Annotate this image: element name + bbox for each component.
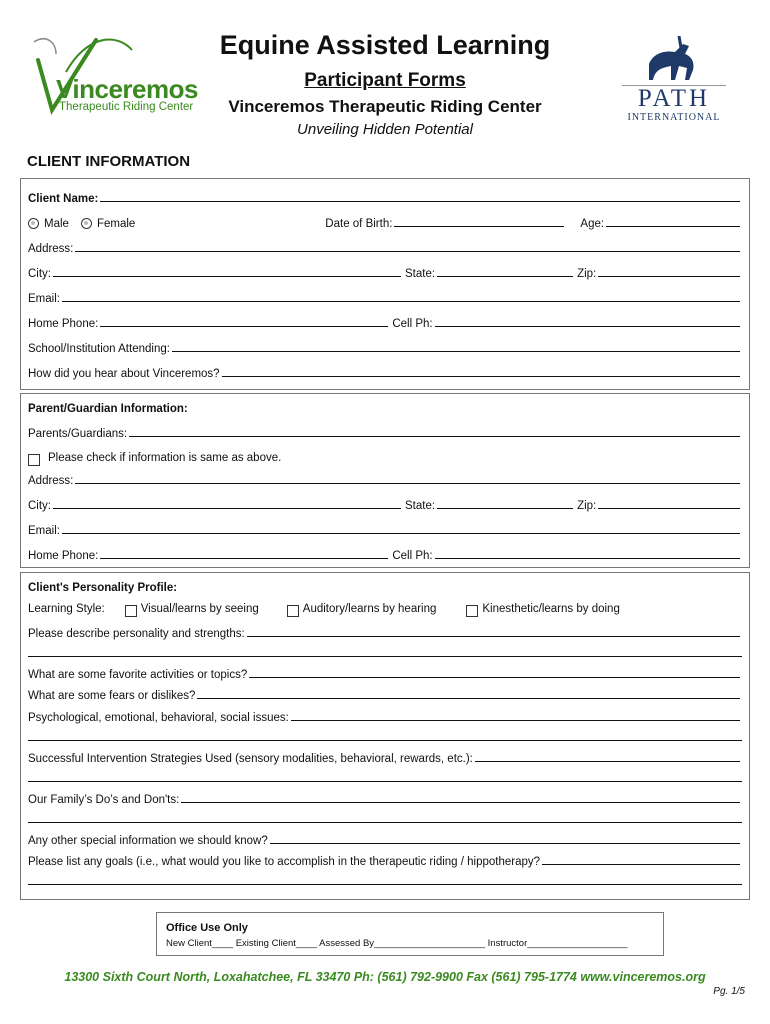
dob-field[interactable] (394, 226, 564, 227)
address-label: Address: (28, 243, 74, 255)
dos-donts-label: Our Family’s Do’s and Don'ts: (28, 794, 180, 806)
parent-zip-field[interactable] (598, 508, 740, 509)
client-info-section (20, 178, 750, 390)
logo-subtext: Therapeutic Riding Center (59, 101, 194, 113)
parent-heading: Parent/Guardian Information: (28, 403, 188, 415)
page-subtitle: Participant Forms (304, 70, 466, 91)
issues-field-line2[interactable] (28, 740, 742, 741)
email-label: Email: (28, 293, 60, 305)
cell-phone-field[interactable] (435, 326, 740, 327)
parent-state-field[interactable] (437, 508, 573, 509)
fears-field[interactable] (197, 698, 740, 699)
favorite-field[interactable] (249, 677, 740, 678)
describe-field-line2[interactable] (28, 656, 742, 657)
learning-style-label: Learning Style: (28, 603, 105, 615)
radio-female[interactable] (81, 218, 92, 229)
goals-field-line2[interactable] (28, 884, 742, 885)
home-phone-label: Home Phone: (28, 318, 99, 330)
dos-donts-field-line2[interactable] (28, 822, 742, 823)
office-use-box (156, 912, 664, 956)
state-field[interactable] (437, 276, 573, 277)
cell-phone-label: Cell Ph: (392, 318, 433, 330)
city-field[interactable] (53, 276, 401, 277)
footer-contact: 13300 Sixth Court North, Loxahatchee, FL 33470 Ph: (561) 792-9900 Fax (561) 795-1774 www.vinceremos.org (64, 970, 706, 984)
gender-male-option[interactable]: Male (28, 216, 69, 230)
parent-home-phone-field[interactable] (100, 558, 388, 559)
describe-label: Please describe personality and strengths: (28, 628, 245, 640)
logo-text: Vinceremos (56, 74, 198, 104)
parent-email-label: Email: (28, 525, 60, 537)
parent-state-label: State: (405, 500, 436, 512)
parent-home-phone-label: Home Phone: (28, 550, 99, 562)
parent-city-field[interactable] (53, 508, 401, 509)
special-info-field[interactable] (270, 843, 740, 844)
auditory-label: Auditory/learns by hearing (302, 603, 437, 615)
school-label: School/Institution Attending: (28, 343, 170, 355)
zip-label: Zip: (577, 268, 597, 280)
zip-field[interactable] (598, 276, 740, 277)
page-number: Pg. 1/5 (713, 986, 745, 997)
parent-guardian-section (20, 393, 750, 568)
horse-rider-icon (639, 36, 709, 80)
special-info-label: Any other special information we should know? (28, 835, 268, 847)
parent-address-field[interactable] (75, 483, 740, 484)
client-information-heading: CLIENT INFORMATION (27, 153, 191, 170)
school-field[interactable] (172, 351, 740, 352)
visual-checkbox[interactable] (125, 605, 137, 617)
referral-label: How did you hear about Vinceremos? (28, 368, 220, 380)
organization-name: Vinceremos Therapeutic Riding Center (228, 97, 542, 116)
email-field[interactable] (62, 301, 740, 302)
visual-label: Visual/learns by seeing (140, 603, 259, 615)
parent-email-field[interactable] (62, 533, 740, 534)
parent-zip-label: Zip: (577, 500, 597, 512)
dos-donts-field[interactable] (181, 802, 740, 803)
same-as-above-label: Please check if information is same as above. (48, 452, 282, 464)
personality-profile-section (20, 572, 750, 900)
strategies-field-line2[interactable] (28, 781, 742, 782)
personality-heading: Client's Personality Profile: (28, 582, 178, 594)
goals-field[interactable] (542, 864, 740, 865)
referral-field[interactable] (222, 376, 740, 377)
client-name-label: Client Name: (28, 193, 99, 205)
path-logo-main: PATH (637, 85, 711, 112)
office-use-heading: Office Use Only (166, 922, 248, 934)
path-international-logo (618, 36, 730, 126)
parent-cell-field[interactable] (435, 558, 740, 559)
client-name-field[interactable] (100, 201, 740, 202)
same-as-above-checkbox[interactable] (28, 454, 40, 466)
kinesthetic-checkbox[interactable] (466, 605, 478, 617)
radio-male[interactable] (28, 218, 39, 229)
city-label: City: (28, 268, 51, 280)
parent-address-label: Address: (28, 475, 74, 487)
parent-city-label: City: (28, 500, 51, 512)
state-label: State: (405, 268, 436, 280)
kinesthetic-label: Kinesthetic/learns by doing (482, 603, 620, 615)
office-use-fields[interactable]: New Client____ Existing Client____ Assessed By_____________________ Instructor___________________ (166, 938, 628, 949)
fears-label: What are some fears or dislikes? (28, 690, 196, 702)
issues-label: Psychological, emotional, behavioral, social issues: (28, 712, 289, 724)
address-field[interactable] (75, 251, 740, 252)
parents-label: Parents/Guardians: (28, 428, 128, 440)
vinceremos-logo (26, 32, 196, 120)
age-label: Age: (580, 218, 605, 230)
tagline: Unveiling Hidden Potential (297, 121, 473, 138)
parents-field[interactable] (129, 436, 740, 437)
strategies-field[interactable] (475, 761, 740, 762)
parent-cell-label: Cell Ph: (392, 550, 433, 562)
path-logo-sub: INTERNATIONAL (627, 112, 721, 123)
dob-label: Date of Birth: (325, 218, 393, 230)
age-field[interactable] (606, 226, 740, 227)
goals-label: Please list any goals (i.e., what would you like to accomplish in the therapeutic riding / hippotherapy? (28, 856, 541, 868)
gender-female-option[interactable]: Female (81, 216, 135, 230)
auditory-checkbox[interactable] (287, 605, 299, 617)
describe-field[interactable] (247, 636, 740, 637)
issues-field[interactable] (291, 720, 740, 721)
home-phone-field[interactable] (100, 326, 388, 327)
favorite-label: What are some favorite activities or topics? (28, 669, 248, 681)
page-title: Equine Assisted Learning (219, 30, 551, 60)
strategies-label: Successful Intervention Strategies Used (sensory modalities, behavioral, rewards, etc.): (28, 753, 473, 765)
